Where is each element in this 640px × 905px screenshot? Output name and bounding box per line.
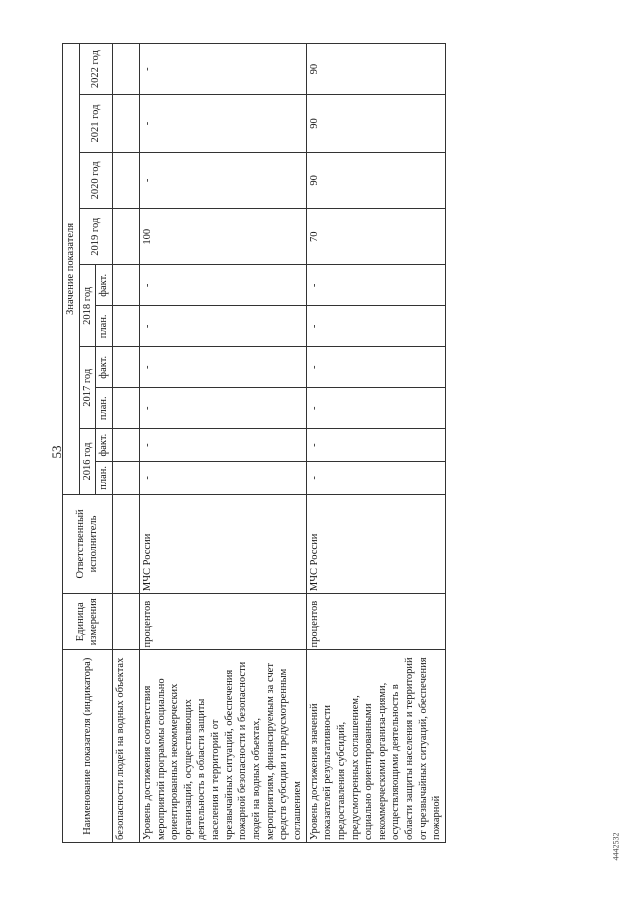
- row-2-2020: 90: [306, 152, 445, 208]
- row-2-2016-fact: -: [306, 429, 445, 462]
- table-row: [306, 44, 445, 843]
- row-2-name: Уровень достижения значений показателей результативности предоставления субсидий, предусмотренных соглашением, социально ориентированными некоммерческими организа-циями, осуществляющими деятельность в области защиты населения и территорий от чрезвычайных ситуаций, обеспечения пожарной: [306, 650, 445, 843]
- row-1-2017-plan: -: [139, 388, 306, 429]
- row-1-2016-plan: -: [139, 462, 306, 495]
- row-2-2022: 90: [306, 44, 445, 95]
- header-2020: 2020 год: [79, 152, 112, 208]
- indicator-table: [62, 43, 446, 843]
- row-2-2017-fact: -: [306, 347, 445, 388]
- row-2-2018-fact: -: [306, 265, 445, 306]
- header-2018-plan: план.: [96, 306, 113, 347]
- header-2021: 2021 год: [79, 95, 112, 152]
- header-2016: 2016 год: [79, 429, 96, 495]
- header-executor: Ответственный исполнитель: [63, 494, 113, 593]
- indicator-table-container: [62, 43, 602, 843]
- row-1-2018-plan: -: [139, 306, 306, 347]
- table-row: [139, 44, 306, 843]
- header-name: Наименование показателя (индикатора): [63, 650, 113, 843]
- header-values-group: Значение показателя: [63, 44, 80, 495]
- row-1-unit: процентов: [139, 594, 306, 650]
- header-2017-plan: план.: [96, 388, 113, 429]
- row-2-unit: процентов: [306, 594, 445, 650]
- header-2018: 2018 год: [79, 265, 96, 347]
- continuation-row: [112, 44, 139, 843]
- header-2018-fact: факт.: [96, 265, 113, 306]
- page-number: 53: [49, 445, 64, 459]
- row-1-2017-fact: -: [139, 347, 306, 388]
- continuation-text: безопасности людей на водных объектах: [112, 650, 139, 843]
- row-1-2022: -: [139, 44, 306, 95]
- row-2-2016-plan: -: [306, 462, 445, 495]
- header-2022: 2022 год: [79, 44, 112, 95]
- row-2-2018-plan: -: [306, 306, 445, 347]
- row-2-2019: 70: [306, 209, 445, 265]
- row-1-2018-fact: -: [139, 265, 306, 306]
- row-2-executor: МЧС России: [306, 494, 445, 593]
- row-2-2021: 90: [306, 95, 445, 152]
- row-2-2017-plan: -: [306, 388, 445, 429]
- row-1-2021: -: [139, 95, 306, 152]
- header-2019: 2019 год: [79, 209, 112, 265]
- header-unit: Единица измерения: [63, 594, 113, 650]
- header-2017-fact: факт.: [96, 347, 113, 388]
- header-2016-plan: план.: [96, 462, 113, 495]
- header-2017: 2017 год: [79, 347, 96, 429]
- row-1-2016-fact: -: [139, 429, 306, 462]
- header-2016-fact: факт.: [96, 429, 113, 462]
- row-1-2019: 100: [139, 209, 306, 265]
- row-1-executor: МЧС России: [139, 494, 306, 593]
- row-1-name: Уровень достижения соответствия мероприятий программы социально ориентированных некоммерческих организаций, осуществляющих деятельность в области защиты населения и территорий от чрезвычайных ситуаций, обеспечения пожарной безопасности и безопасности людей на водных объектах, мероприятиям, финансируемым за счет средств субсидии и предусмотренным соглашением: [139, 650, 306, 843]
- row-1-2020: -: [139, 152, 306, 208]
- document-id: 4442532: [611, 832, 621, 861]
